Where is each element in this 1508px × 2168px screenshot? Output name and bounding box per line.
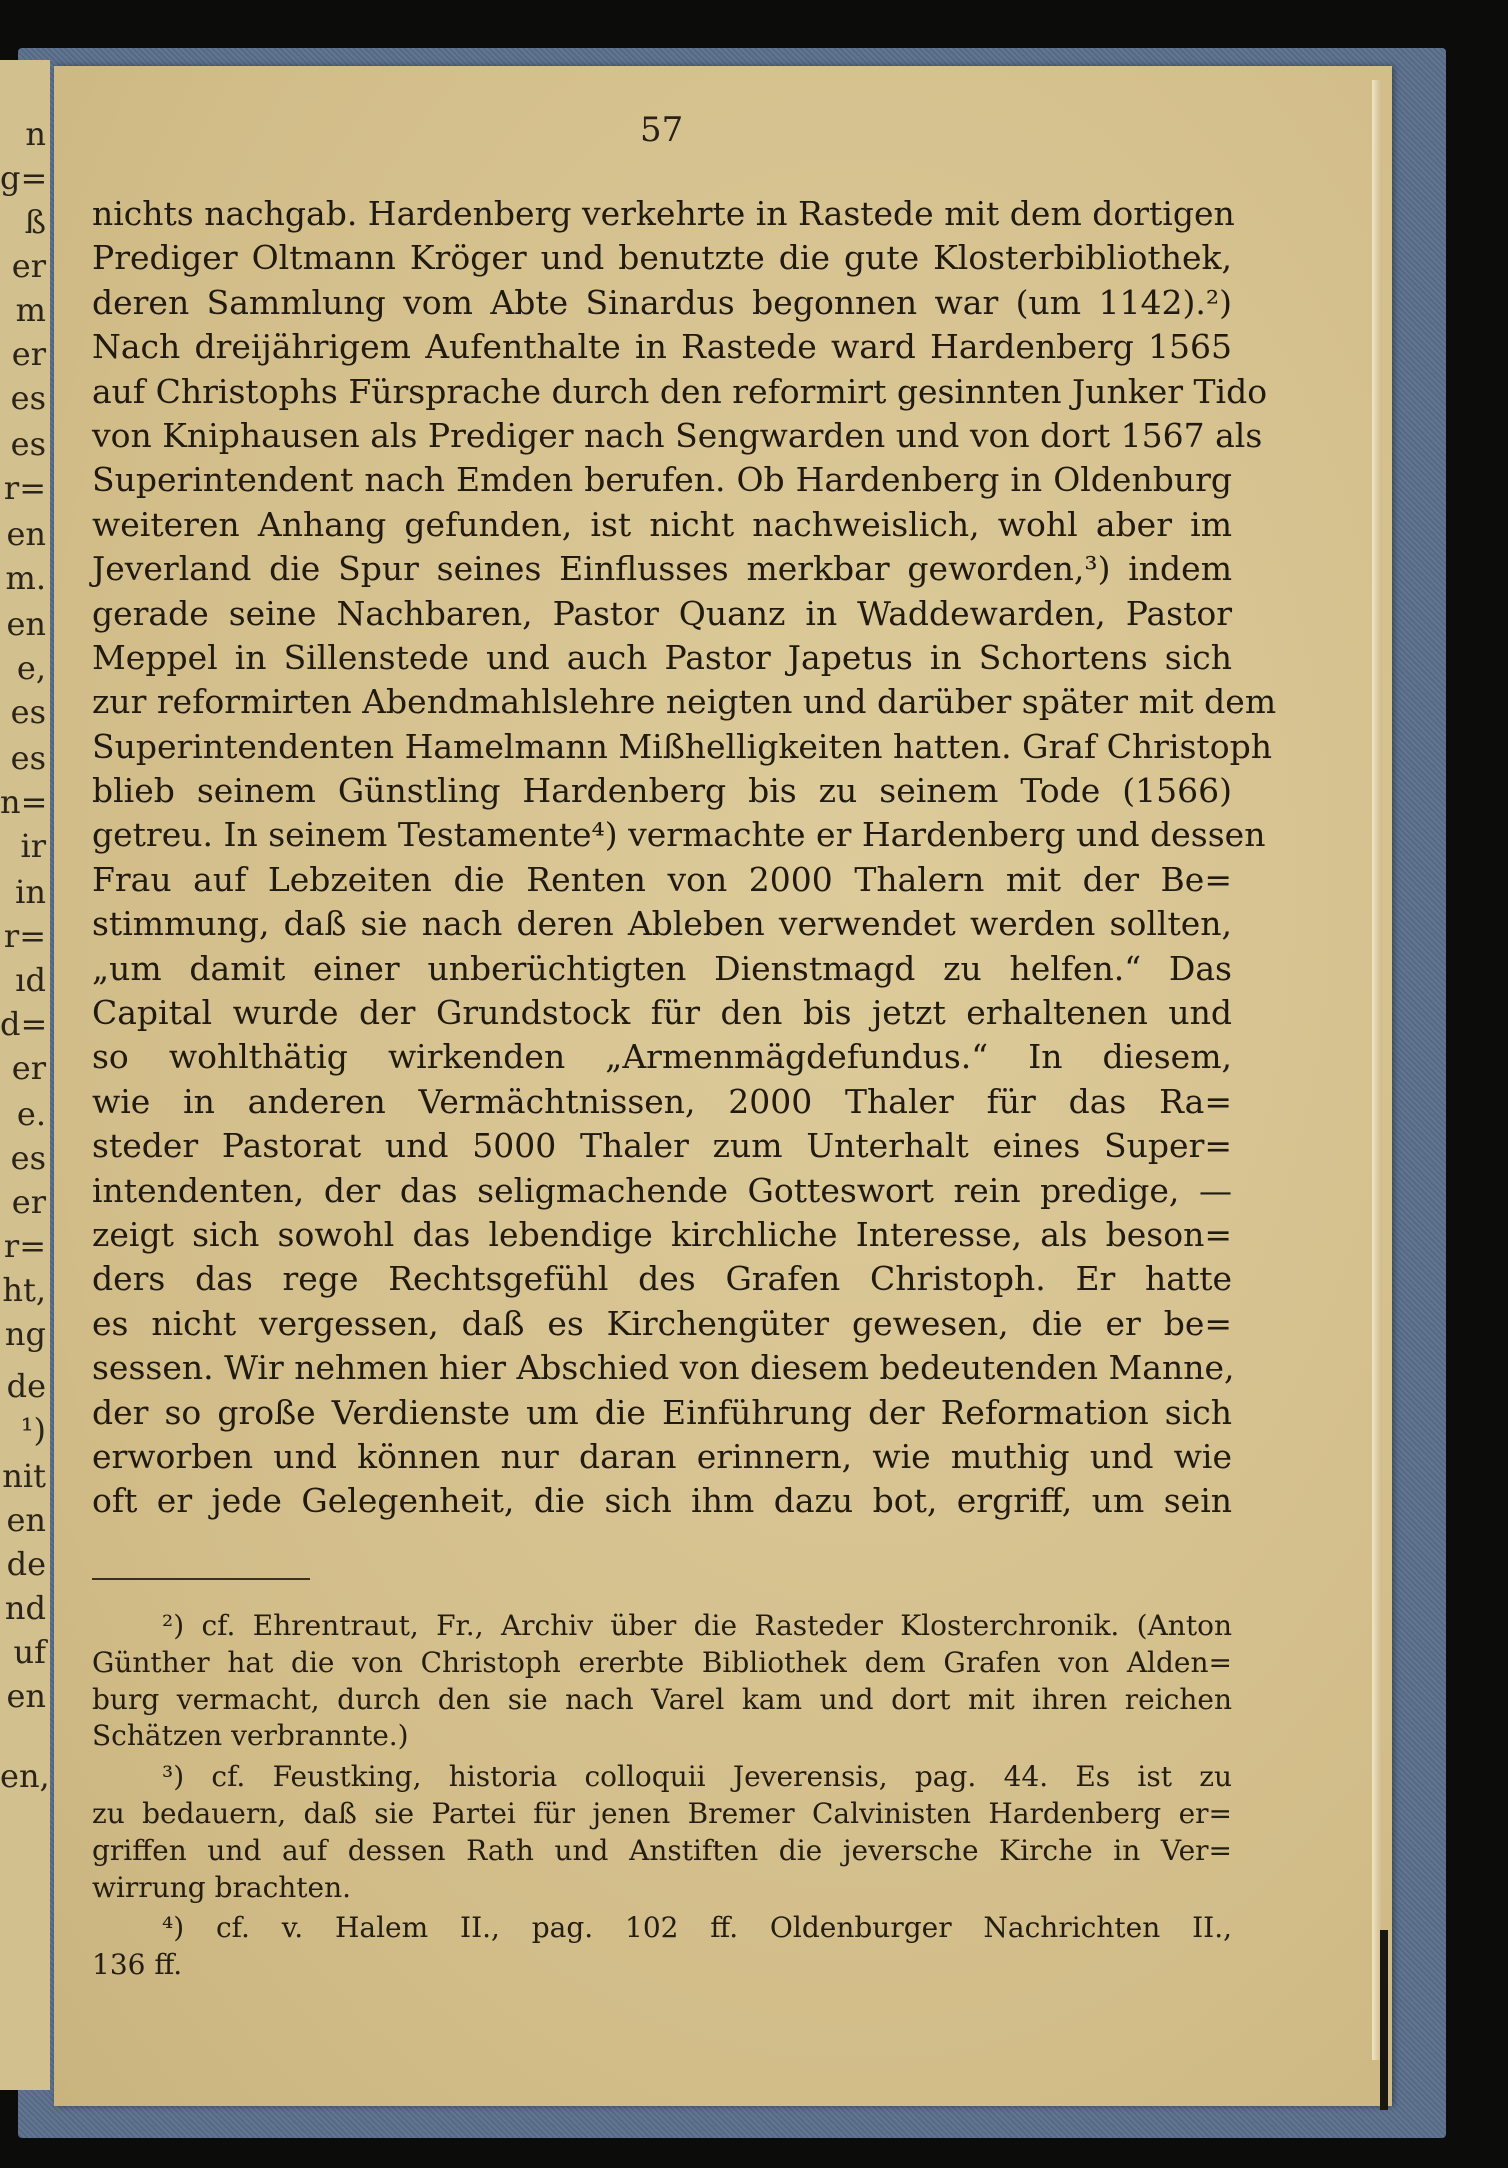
page-edge: [1372, 80, 1382, 2060]
text-line: blieb seinem Günstling Hardenberg bis zu seinem Tode (1566): [92, 771, 1232, 811]
footnote-line: Schätzen verbrannte.): [92, 1719, 409, 1753]
text-line: Superintendenten Hamelmann Mißhelligkeiten hatten. Graf Christoph: [92, 726, 1272, 766]
margin-fragment: en: [6, 515, 46, 553]
margin-fragment: es: [10, 425, 46, 463]
margin-fragment: n=: [0, 783, 48, 821]
text-line: Jeverland die Spur seines Einflusses merkbar geworden,³) indem: [92, 549, 1232, 589]
text-line: so wohlthätig wirkenden „Armenmägdefundus.“ In diesem,: [92, 1037, 1232, 1077]
text-line: Superintendent nach Emden berufen. Ob Hardenberg in Oldenburg: [92, 460, 1232, 500]
footnote-line: burg vermacht, durch den sie nach Varel kam und dort mit ihren reichen: [92, 1682, 1232, 1716]
text-line: stimmung, daß sie nach deren Ableben verwendet werden sollten,: [92, 904, 1232, 944]
margin-fragment: er: [11, 1049, 46, 1087]
margin-fragment: ht,: [2, 1271, 46, 1309]
margin-fragment: g=: [0, 159, 48, 197]
margin-fragment: de: [6, 1367, 46, 1405]
margin-fragment: n: [25, 115, 46, 153]
text-line: „um damit einer unberüchtigten Dienstmagd zu helfen.“ Das: [92, 948, 1232, 988]
footnote-rule: [92, 1578, 310, 1580]
text-line: intendenten, der das seligmachende Gotteswort rein predige, —: [92, 1170, 1232, 1210]
margin-fragment: m.: [5, 559, 46, 597]
body-text: [92, 192, 1277, 1524]
text-line: erworben und können nur daran erinnern, wie muthig und wie: [92, 1436, 1232, 1476]
footnotes: [92, 1608, 1232, 1988]
text-line: sessen. Wir nehmen hier Abschied von diesem bedeutenden Manne,: [92, 1348, 1235, 1388]
margin-fragment: es: [10, 693, 46, 731]
margin-fragment: en: [6, 605, 46, 643]
footnote-line: 136 ff.: [92, 1948, 183, 1982]
margin-fragment: nit: [2, 1457, 46, 1495]
text-line: es nicht vergessen, daß es Kirchengüter gewesen, die er be=: [92, 1303, 1232, 1343]
footnote-line: zu bedauern, daß sie Partei für jenen Bremer Calvinisten Hardenberg er=: [92, 1796, 1232, 1830]
margin-fragment: e.: [16, 1095, 46, 1133]
margin-fragment: er: [11, 247, 46, 285]
text-line: Prediger Oltmann Kröger und benutzte die gute Klosterbibliothek,: [92, 238, 1232, 278]
text-line: ders das rege Rechtsgefühl des Grafen Christoph. Er hatte: [92, 1259, 1232, 1299]
margin-fragment: es: [10, 1139, 46, 1177]
margin-fragment: ıd: [15, 961, 46, 999]
text-line: auf Christophs Fürsprache durch den reformirt gesinnten Junker Tido: [92, 371, 1268, 411]
text-line: Nach dreijährigem Aufenthalte in Rastede ward Hardenberg 1565: [92, 327, 1232, 367]
footnote-gap: [92, 1984, 1232, 1988]
text-line: getreu. In seinem Testamente⁴) vermachte er Hardenberg und dessen: [92, 815, 1266, 855]
margin-fragment: ng: [4, 1315, 46, 1353]
previous-page-margin: [0, 60, 50, 2090]
text-line: steder Pastorat und 5000 Thaler zum Unterhalt eines Super=: [92, 1126, 1232, 1166]
margin-fragment: nd: [4, 1589, 46, 1627]
text-line: Frau auf Lebzeiten die Renten von 2000 Thalern mit der Be=: [92, 859, 1232, 899]
footnote-line: ²) cf. Ehrentraut, Fr., Archiv über die Rasteder Klosterchronik. (Anton: [162, 1609, 1232, 1642]
footnote-line: Günther hat die von Christoph ererbte Bibliothek dem Grafen von Alden=: [92, 1645, 1232, 1679]
margin-fragment: in: [15, 873, 46, 911]
text-line: zeigt sich sowohl das lebendige kirchliche Interesse, als beson=: [92, 1214, 1232, 1254]
footnote-line: ³) cf. Feustking, historia colloquii Jeverensis, pag. 44. Es ist zu: [162, 1760, 1232, 1794]
margin-fragment: en: [6, 1677, 46, 1715]
text-line: der so große Verdienste um die Einführung der Reformation sich: [92, 1392, 1232, 1432]
text-line: zur reformirten Abendmahlslehre neigten und darüber später mit dem: [92, 682, 1277, 722]
margin-fragment: en,: [0, 1757, 50, 1795]
margin-fragment: ¹): [20, 1411, 46, 1449]
text-line: nichts nachgab. Hardenberg verkehrte in Rastede mit dem dortigen: [92, 194, 1235, 233]
text-line: weiteren Anhang gefunden, ist nicht nachweislich, wohl aber im: [92, 504, 1232, 544]
margin-fragment: en: [6, 1501, 46, 1539]
margin-fragment: e,: [16, 649, 46, 687]
margin-fragment: es: [10, 379, 46, 417]
margin-fragment: r=: [3, 1227, 46, 1265]
margin-fragment: m: [15, 291, 46, 329]
margin-fragment: uf: [13, 1633, 46, 1671]
text-line: gerade seine Nachbaren, Pastor Quanz in Waddewarden, Pastor: [92, 593, 1232, 633]
margin-fragment: er: [11, 335, 46, 373]
page-number: 57: [640, 110, 684, 150]
text-line: Meppel in Sillenstede und auch Pastor Japetus in Schortens sich: [92, 637, 1232, 677]
text-line: wie in anderen Vermächtnissen, 2000 Thaler für das Ra=: [92, 1081, 1232, 1121]
margin-fragment: de: [6, 1545, 46, 1583]
footnote-line: griffen und auf dessen Rath und Anstiften die jeversche Kirche in Ver=: [92, 1833, 1232, 1867]
text-line: Capital wurde der Grundstock für den bis jetzt erhaltenen und: [92, 993, 1232, 1033]
margin-fragment: er: [11, 1183, 46, 1221]
binding-shadow: [1380, 1930, 1388, 2110]
margin-fragment: r=: [3, 469, 46, 507]
margin-fragment: r=: [3, 917, 46, 955]
text-line: von Kniphausen als Prediger nach Sengwarden und von dort 1567 als: [92, 415, 1263, 455]
margin-fragment: ß: [24, 203, 46, 241]
text-line: deren Sammlung vom Abte Sinardus begonnen war (um 1142).²): [92, 282, 1232, 322]
margin-fragment: ir: [20, 827, 46, 865]
margin-fragment: es: [10, 739, 46, 777]
margin-fragment: d=: [0, 1005, 48, 1043]
text-line: oft er jede Gelegenheit, die sich ihm dazu bot, ergriff, um sein: [92, 1481, 1232, 1521]
footnote-line: ⁴) cf. v. Halem II., pag. 102 ff. Oldenburger Nachrichten II.,: [162, 1911, 1232, 1945]
footnote-line: wirrung brachten.: [92, 1870, 352, 1904]
